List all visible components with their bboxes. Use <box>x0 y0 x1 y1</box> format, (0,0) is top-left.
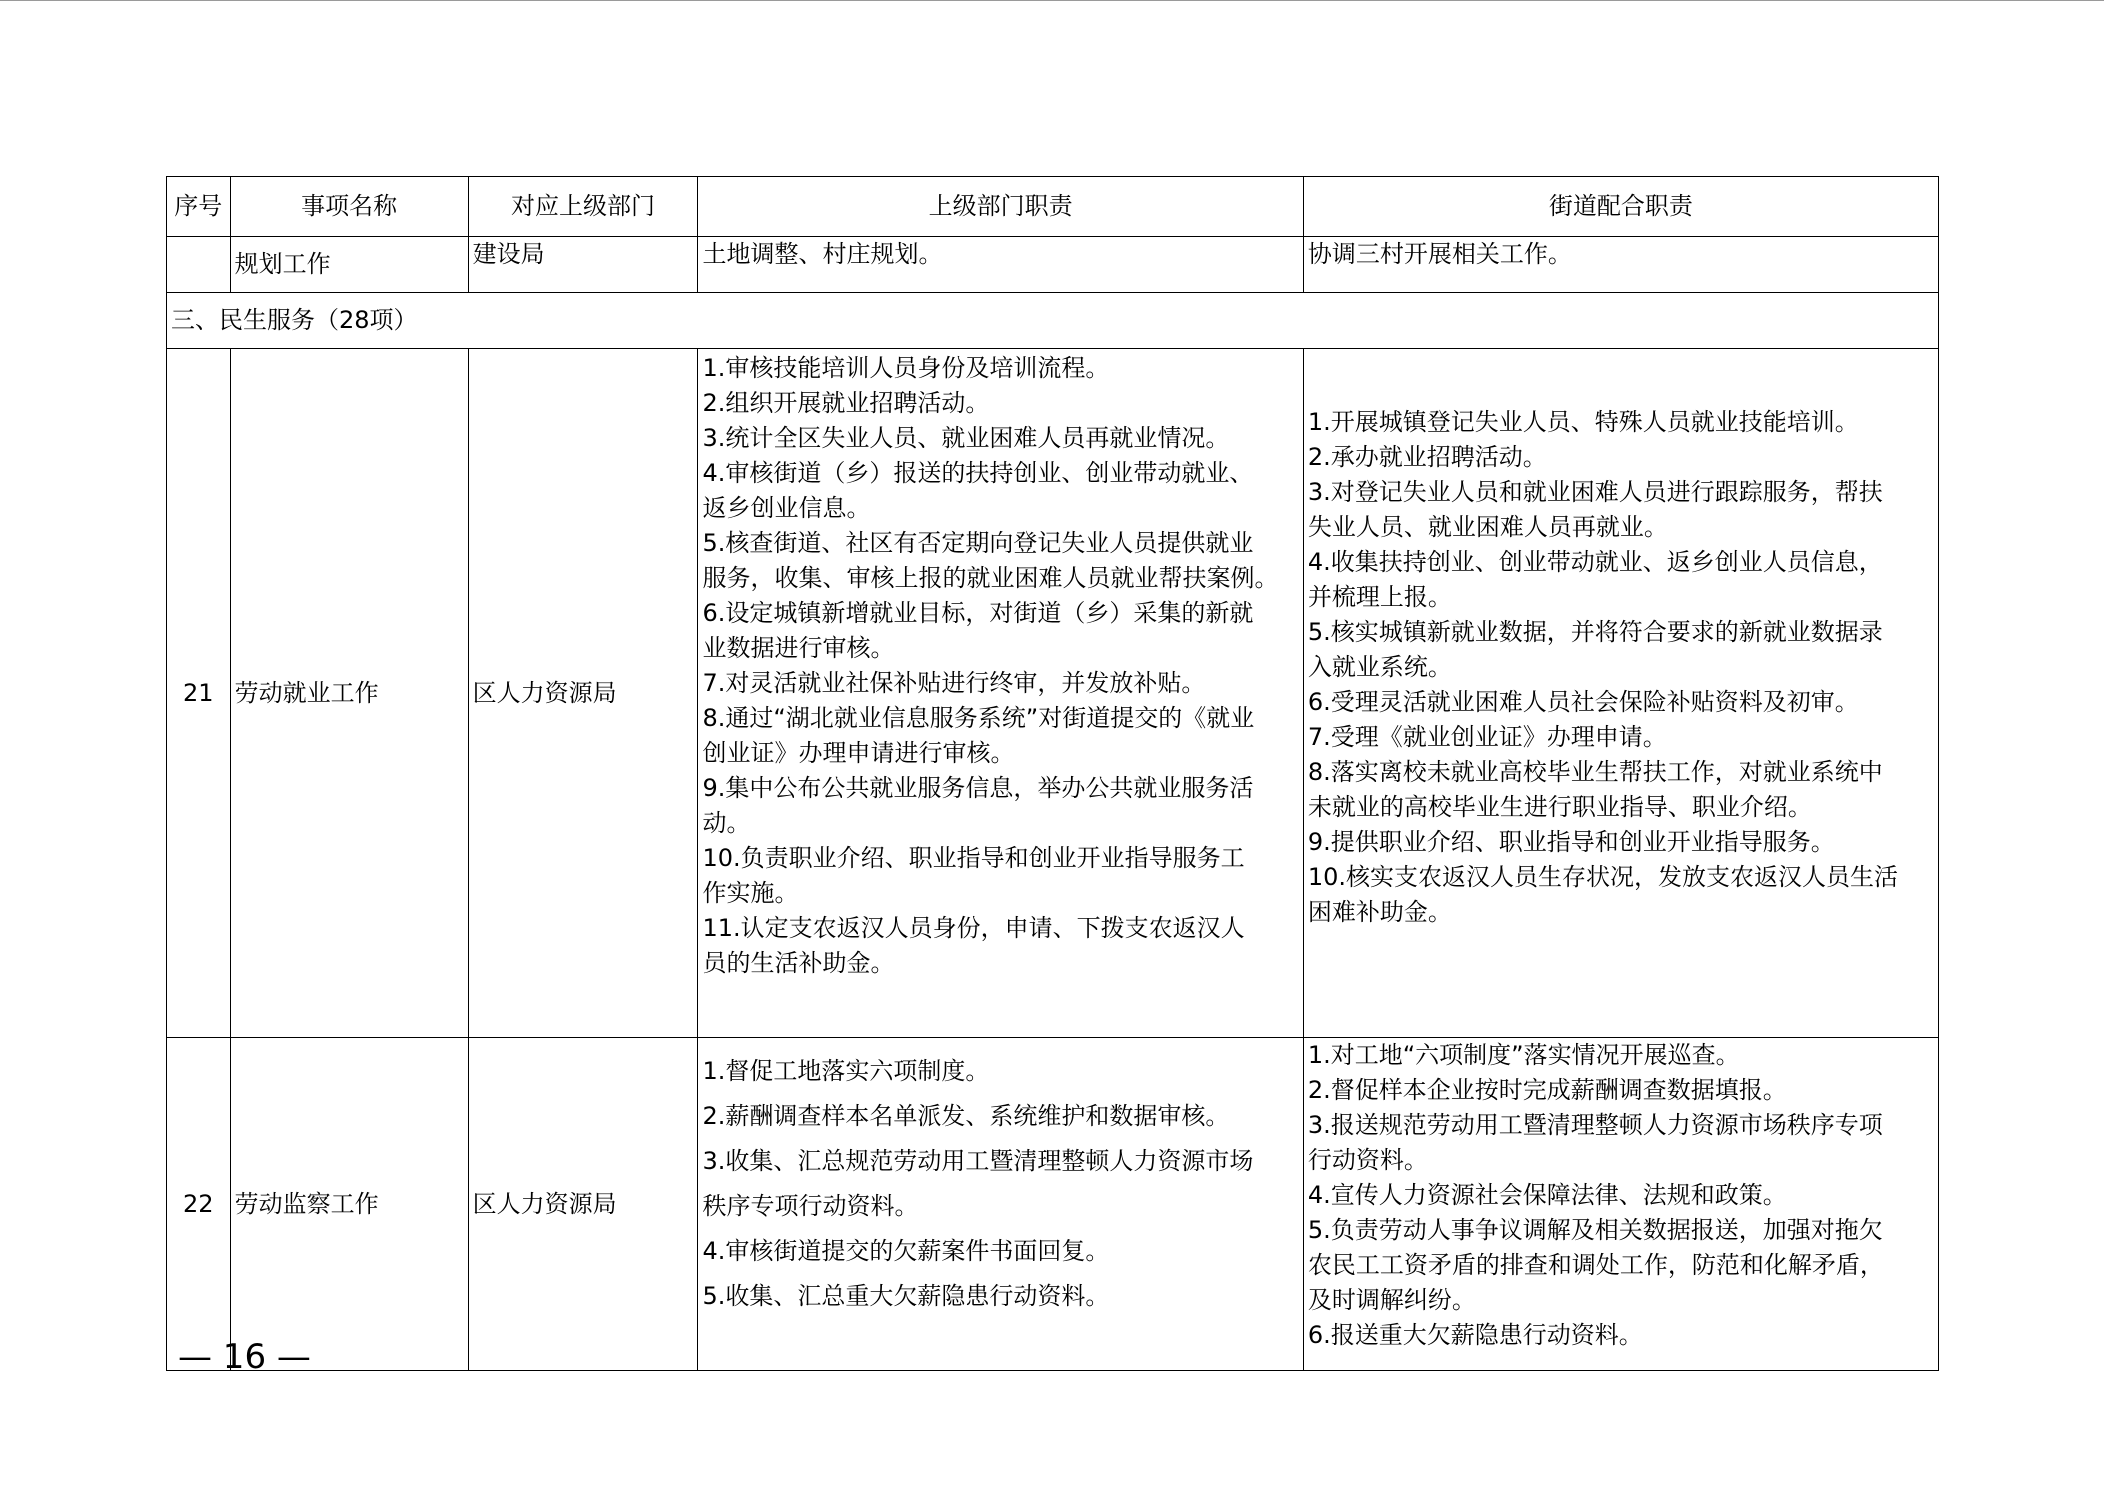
duty-line: 4.审核街道提交的欠薪案件书面回复。 <box>702 1237 1110 1265</box>
duty-line: 农民工工资矛盾的排查和调处工作，防范和化解矛盾， <box>1307 1251 1884 1279</box>
duty-line: 6.受理灵活就业困难人员社会保险补贴资料及初审。 <box>1307 688 1859 716</box>
header-street-duties: 街道配合职责 <box>1303 177 1938 237</box>
duty-line: 5.负责劳动人事争议调解及相关数据报送，加强对拖欠 <box>1307 1216 1883 1244</box>
duty-line: 员的生活补助金。 <box>702 949 895 977</box>
row-item-name: 劳动监察工作 <box>230 1038 468 1371</box>
duty-line: 失业人员、就业困难人员再就业。 <box>1307 513 1668 541</box>
duty-line: 返乡创业信息。 <box>702 494 871 522</box>
duty-line: 1.督促工地落实六项制度。 <box>702 1057 990 1085</box>
row-no <box>167 237 231 293</box>
row-upper-dept: 区人力资源局 <box>468 1038 698 1371</box>
row-upper-dept: 区人力资源局 <box>468 349 698 1038</box>
row-item-name: 规划工作 <box>230 237 468 293</box>
row-upper-dept: 建设局 <box>468 237 698 293</box>
table-row <box>167 1038 1939 1371</box>
row-upper-duties <box>698 349 1303 1038</box>
row-upper-duties <box>698 1038 1303 1371</box>
duty-line: 6.设定城镇新增就业目标，对街道（乡）采集的新就 <box>702 599 1254 627</box>
header-upper-dept: 对应上级部门 <box>468 177 698 237</box>
duty-line: 3.对登记失业人员和就业困难人员进行跟踪服务，帮扶 <box>1307 478 1883 506</box>
duty-line: 7.受理《就业创业证》办理申请。 <box>1307 723 1667 751</box>
top-border-line <box>0 0 2104 1</box>
duty-line: 动。 <box>702 809 751 837</box>
duty-line: 入就业系统。 <box>1307 653 1452 681</box>
header-upper-duties: 上级部门职责 <box>698 177 1303 237</box>
row-no: 22 <box>167 1038 231 1371</box>
duty-line: 1.审核技能培训人员身份及培训流程。 <box>702 354 1110 382</box>
duty-line: 5.核查街道、社区有否定期向登记失业人员提供就业 <box>702 529 1254 557</box>
duty-line: 4.审核街道（乡）报送的扶持创业、创业带动就业、 <box>702 459 1254 487</box>
duty-line: 9.提供职业介绍、职业指导和创业开业指导服务。 <box>1307 828 1835 856</box>
duty-line: 5.核实城镇新就业数据，并将符合要求的新就业数据录 <box>1307 618 1883 646</box>
duties-table <box>166 176 1939 1371</box>
row-street-duties: 协调三村开展相关工作。 <box>1303 237 1938 293</box>
row-street-duties <box>1303 1038 1938 1371</box>
duty-line: 10.负责职业介绍、职业指导和创业开业指导服务工 <box>702 844 1245 872</box>
duty-line: 困难补助金。 <box>1307 898 1452 926</box>
duty-line: 秩序专项行动资料。 <box>702 1192 919 1220</box>
duty-line: 10.核实支农返汉人员生存状况，发放支农返汉人员生活 <box>1307 863 1898 891</box>
table-header-row <box>167 177 1939 237</box>
duty-line: 作实施。 <box>702 879 799 907</box>
duty-line: 2.组织开展就业招聘活动。 <box>702 389 990 417</box>
row-street-duties <box>1303 349 1938 1038</box>
duty-line: 1.开展城镇登记失业人员、特殊人员就业技能培训。 <box>1307 408 1859 436</box>
table-row <box>167 349 1939 1038</box>
duty-line: 并梳理上报。 <box>1307 583 1452 611</box>
duty-line: 行动资料。 <box>1307 1146 1428 1174</box>
duty-line: 4.收集扶持创业、创业带动就业、返乡创业人员信息， <box>1307 548 1883 576</box>
duty-line: 3.统计全区失业人员、就业困难人员再就业情况。 <box>702 424 1230 452</box>
row-upper-duties: 土地调整、村庄规划。 <box>698 237 1303 293</box>
table-row <box>167 237 1939 293</box>
duty-line: 3.收集、汇总规范劳动用工暨清理整顿人力资源市场 <box>702 1147 1254 1175</box>
duty-line: 3.报送规范劳动用工暨清理整顿人力资源市场秩序专项 <box>1307 1111 1883 1139</box>
duty-line: 业数据进行审核。 <box>702 634 895 662</box>
duty-line: 创业证》办理申请进行审核。 <box>702 739 1015 767</box>
row-no: 21 <box>167 349 231 1038</box>
duty-line: 及时调解纠纷。 <box>1307 1286 1476 1314</box>
duty-line: 6.报送重大欠薪隐患行动资料。 <box>1307 1321 1643 1349</box>
page-number: — 16 — <box>178 1337 311 1377</box>
duty-line: 8.落实离校未就业高校毕业生帮扶工作，对就业系统中 <box>1307 758 1883 786</box>
duty-line: 4.宣传人力资源社会保障法律、法规和政策。 <box>1307 1181 1787 1209</box>
duty-line: 2.承办就业招聘活动。 <box>1307 443 1547 471</box>
duty-line: 8.通过“湖北就业信息服务系统”对街道提交的《就业 <box>702 704 1255 732</box>
header-no: 序号 <box>167 177 231 237</box>
duty-line: 1.对工地“六项制度”落实情况开展巡查。 <box>1307 1041 1740 1069</box>
duty-line: 2.督促样本企业按时完成薪酬调查数据填报。 <box>1307 1076 1787 1104</box>
duty-line: 5.收集、汇总重大欠薪隐患行动资料。 <box>702 1282 1110 1310</box>
duty-line: 服务，收集、审核上报的就业困难人员就业帮扶案例。 <box>702 564 1279 592</box>
section-row <box>167 293 1939 349</box>
duty-line: 9.集中公布公共就业服务信息，举办公共就业服务活 <box>702 774 1254 802</box>
section-title: 三、民生服务（28项） <box>167 293 1939 349</box>
row-item-name: 劳动就业工作 <box>230 349 468 1038</box>
duty-line: 2.薪酬调查样本名单派发、系统维护和数据审核。 <box>702 1102 1230 1130</box>
duty-line: 未就业的高校毕业生进行职业指导、职业介绍。 <box>1307 793 1812 821</box>
duty-line: 7.对灵活就业社保补贴进行终审，并发放补贴。 <box>702 669 1206 697</box>
header-item-name: 事项名称 <box>230 177 468 237</box>
duty-line: 11.认定支农返汉人员身份，申请、下拨支农返汉人 <box>702 914 1245 942</box>
